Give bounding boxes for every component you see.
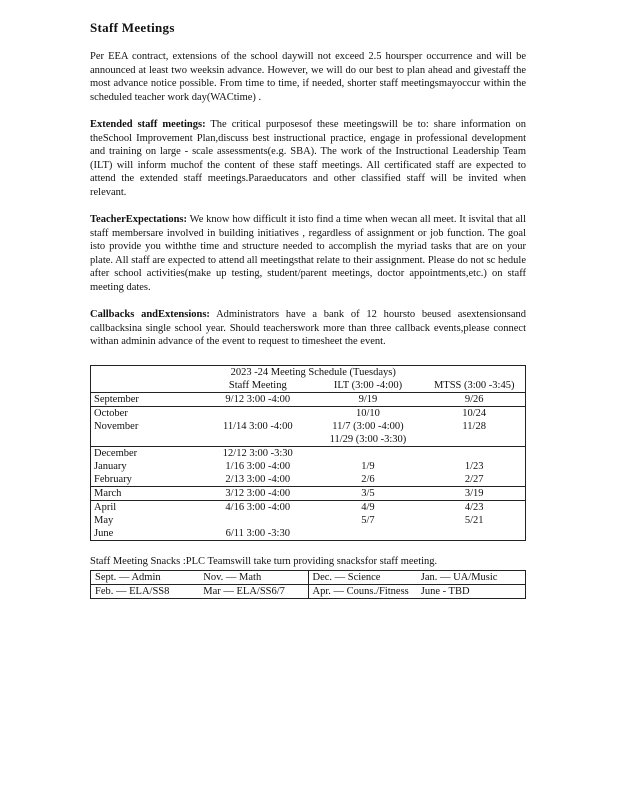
snacks-cell: Apr. — Couns./Fitness [308,584,417,598]
schedule-month: October [91,406,204,420]
schedule-mtss: 2/27 [464,473,484,485]
schedule-staff-meeting [203,514,313,527]
snacks-row [91,584,526,598]
extended-meetings-paragraph [90,118,526,199]
schedule-ilt: 11/29 (3:00 -3:30) [329,433,407,445]
snacks-table [90,570,526,599]
schedule-month: March [91,486,204,500]
schedule-month: May [94,514,114,526]
snacks-cell: Dec. — Science [308,570,417,584]
schedule-staff-meeting: 3/12 3:00 -4:00 [203,486,313,500]
schedule-row [91,500,526,514]
extended-meetings-heading: Extended staff meetings: [90,119,206,130]
teacher-expectations-text: We know how difficult it isto find a time when wecan all meet. It isvital that all staff membersare involved in building initiatives , regardless of assignment or job function. The goal isto provide you withthe time and structure needed to accomplish the myriad tasks that are on your plate. All staff are expected to attend all meetingsthat relate to their assignment. Please do not sc hedule after school activities(make up testing, student/parent meetings, doctor appointments,etc.) on staff meeting dates. [90,214,526,293]
schedule-mtss: 5/21 [464,514,484,526]
schedule-month: December [91,446,204,460]
callbacks-text: Administrators have a bank of 12 hoursto beused asextensionsand callbacksina single school year. Should teacherswork more than three callback events,please connect withan adminin advance of the event to request to timesheet the event. [90,309,526,347]
schedule-row [91,406,526,420]
schedule-mtss [423,433,525,447]
schedule-month [91,433,204,447]
schedule-staff-meeting: 1/16 3:00 -4:00 [225,460,291,472]
schedule-ilt: 3/5 [313,486,424,500]
teacher-expectations-paragraph [90,213,526,294]
meeting-schedule-table [90,365,526,541]
extended-meetings-text: The critical purposesof these meetingswill be to: share information on theSchool Improvement Plan,discuss best instructional practice, engage in professional development and training on large - scale assessments(e.g. SBA). The work of the Instructional Leadership Team (ILT) will inform muchof the content of these staff meetings. All certificated staff are expected to attend the extended staff meetings.Paraeducators and other classified staff will be invited when relevant. [90,119,526,198]
schedule-row [91,527,526,541]
schedule-staff-meeting: 2/13 3:00 -4:00 [225,473,291,485]
schedule-month: February [94,473,132,485]
snacks-intro: Staff Meeting Snacks :PLC Teamswill take turn providing snacksfor staff meeting. [90,555,438,567]
snacks-cell: June - TBD [417,584,526,598]
schedule-month: September [91,392,204,406]
snacks-cell: Feb. — ELA/SS8 [91,584,200,598]
schedule-staff-meeting [203,406,313,420]
schedule-row [91,514,526,527]
col-staff-meeting: Staff Meeting [228,379,287,391]
schedule-ilt: 5/7 [361,514,375,526]
schedule-mtss: 10/24 [423,406,525,420]
snacks-cell: Nov. — Math [199,570,308,584]
schedule-ilt: 10/10 [313,406,424,420]
schedule-month: April [91,500,204,514]
schedule-row [91,486,526,500]
schedule-row [91,433,526,447]
intro-paragraph: Per EEA contract, extensions of the school daywill not exceed 2.5 hoursper occurrence and will be announced at least two weeksin advance. However, we will do our best to plan ahead and givestaff the most advance notice possible. From time to time, if needed, shorter staff meetingsmayoccur within the scheduled teacher work day(WACtime) . [90,51,526,103]
schedule-ilt: 9/19 [313,392,424,406]
schedule-ilt: 4/9 [313,500,424,514]
snacks-cell: Mar — ELA/SS6/7 [199,584,308,598]
schedule-mtss: 4/23 [423,500,525,514]
col-ilt: ILT (3:00 -4:00) [333,379,403,391]
callbacks-paragraph [90,308,526,349]
schedule-month: November [94,420,139,432]
schedule-staff-meeting: 6/11 3:00 -3:30 [203,527,313,541]
schedule-ilt [313,446,424,460]
schedule-row [91,420,526,433]
snacks-row [91,570,526,584]
schedule-row [91,460,526,473]
schedule-staff-meeting [203,433,313,447]
schedule-ilt [313,527,424,541]
schedule-staff-meeting: 12/12 3:00 -3:30 [203,446,313,460]
schedule-month: January [94,460,127,472]
schedule-row [91,446,526,460]
schedule-row [91,392,526,406]
schedule-mtss: 9/26 [423,392,525,406]
schedule-mtss [423,446,525,460]
schedule-staff-meeting: 4/16 3:00 -4:00 [203,500,313,514]
schedule-mtss: 1/23 [464,460,484,472]
document-page [90,20,526,599]
schedule-mtss [423,527,525,541]
schedule-title-row [91,365,526,379]
page-title: Staff Meetings [90,20,175,35]
schedule-month: June [91,527,204,541]
teacher-expectations-heading: TeacherExpectations: [90,214,188,225]
schedule-ilt: 11/7 (3:00 -4:00) [332,420,404,432]
schedule-mtss: 3/19 [423,486,525,500]
schedule-mtss: 11/28 [462,420,486,432]
col-mtss: MTSS (3:00 -3:45) [433,379,515,391]
schedule-staff-meeting: 11/14 3:00 -4:00 [222,420,293,432]
callbacks-heading: Callbacks andExtensions: [90,309,210,320]
schedule-ilt: 1/9 [361,460,375,472]
schedule-staff-meeting: 9/12 3:00 -4:00 [203,392,313,406]
schedule-row [91,473,526,487]
snacks-cell: Sept. — Admin [91,570,200,584]
schedule-title: 2023 -24 Meeting Schedule (Tuesdays) [203,365,423,379]
schedule-ilt: 2/6 [361,473,375,485]
snacks-cell: Jan. — UA/Music [417,570,526,584]
schedule-header-row [91,379,526,393]
